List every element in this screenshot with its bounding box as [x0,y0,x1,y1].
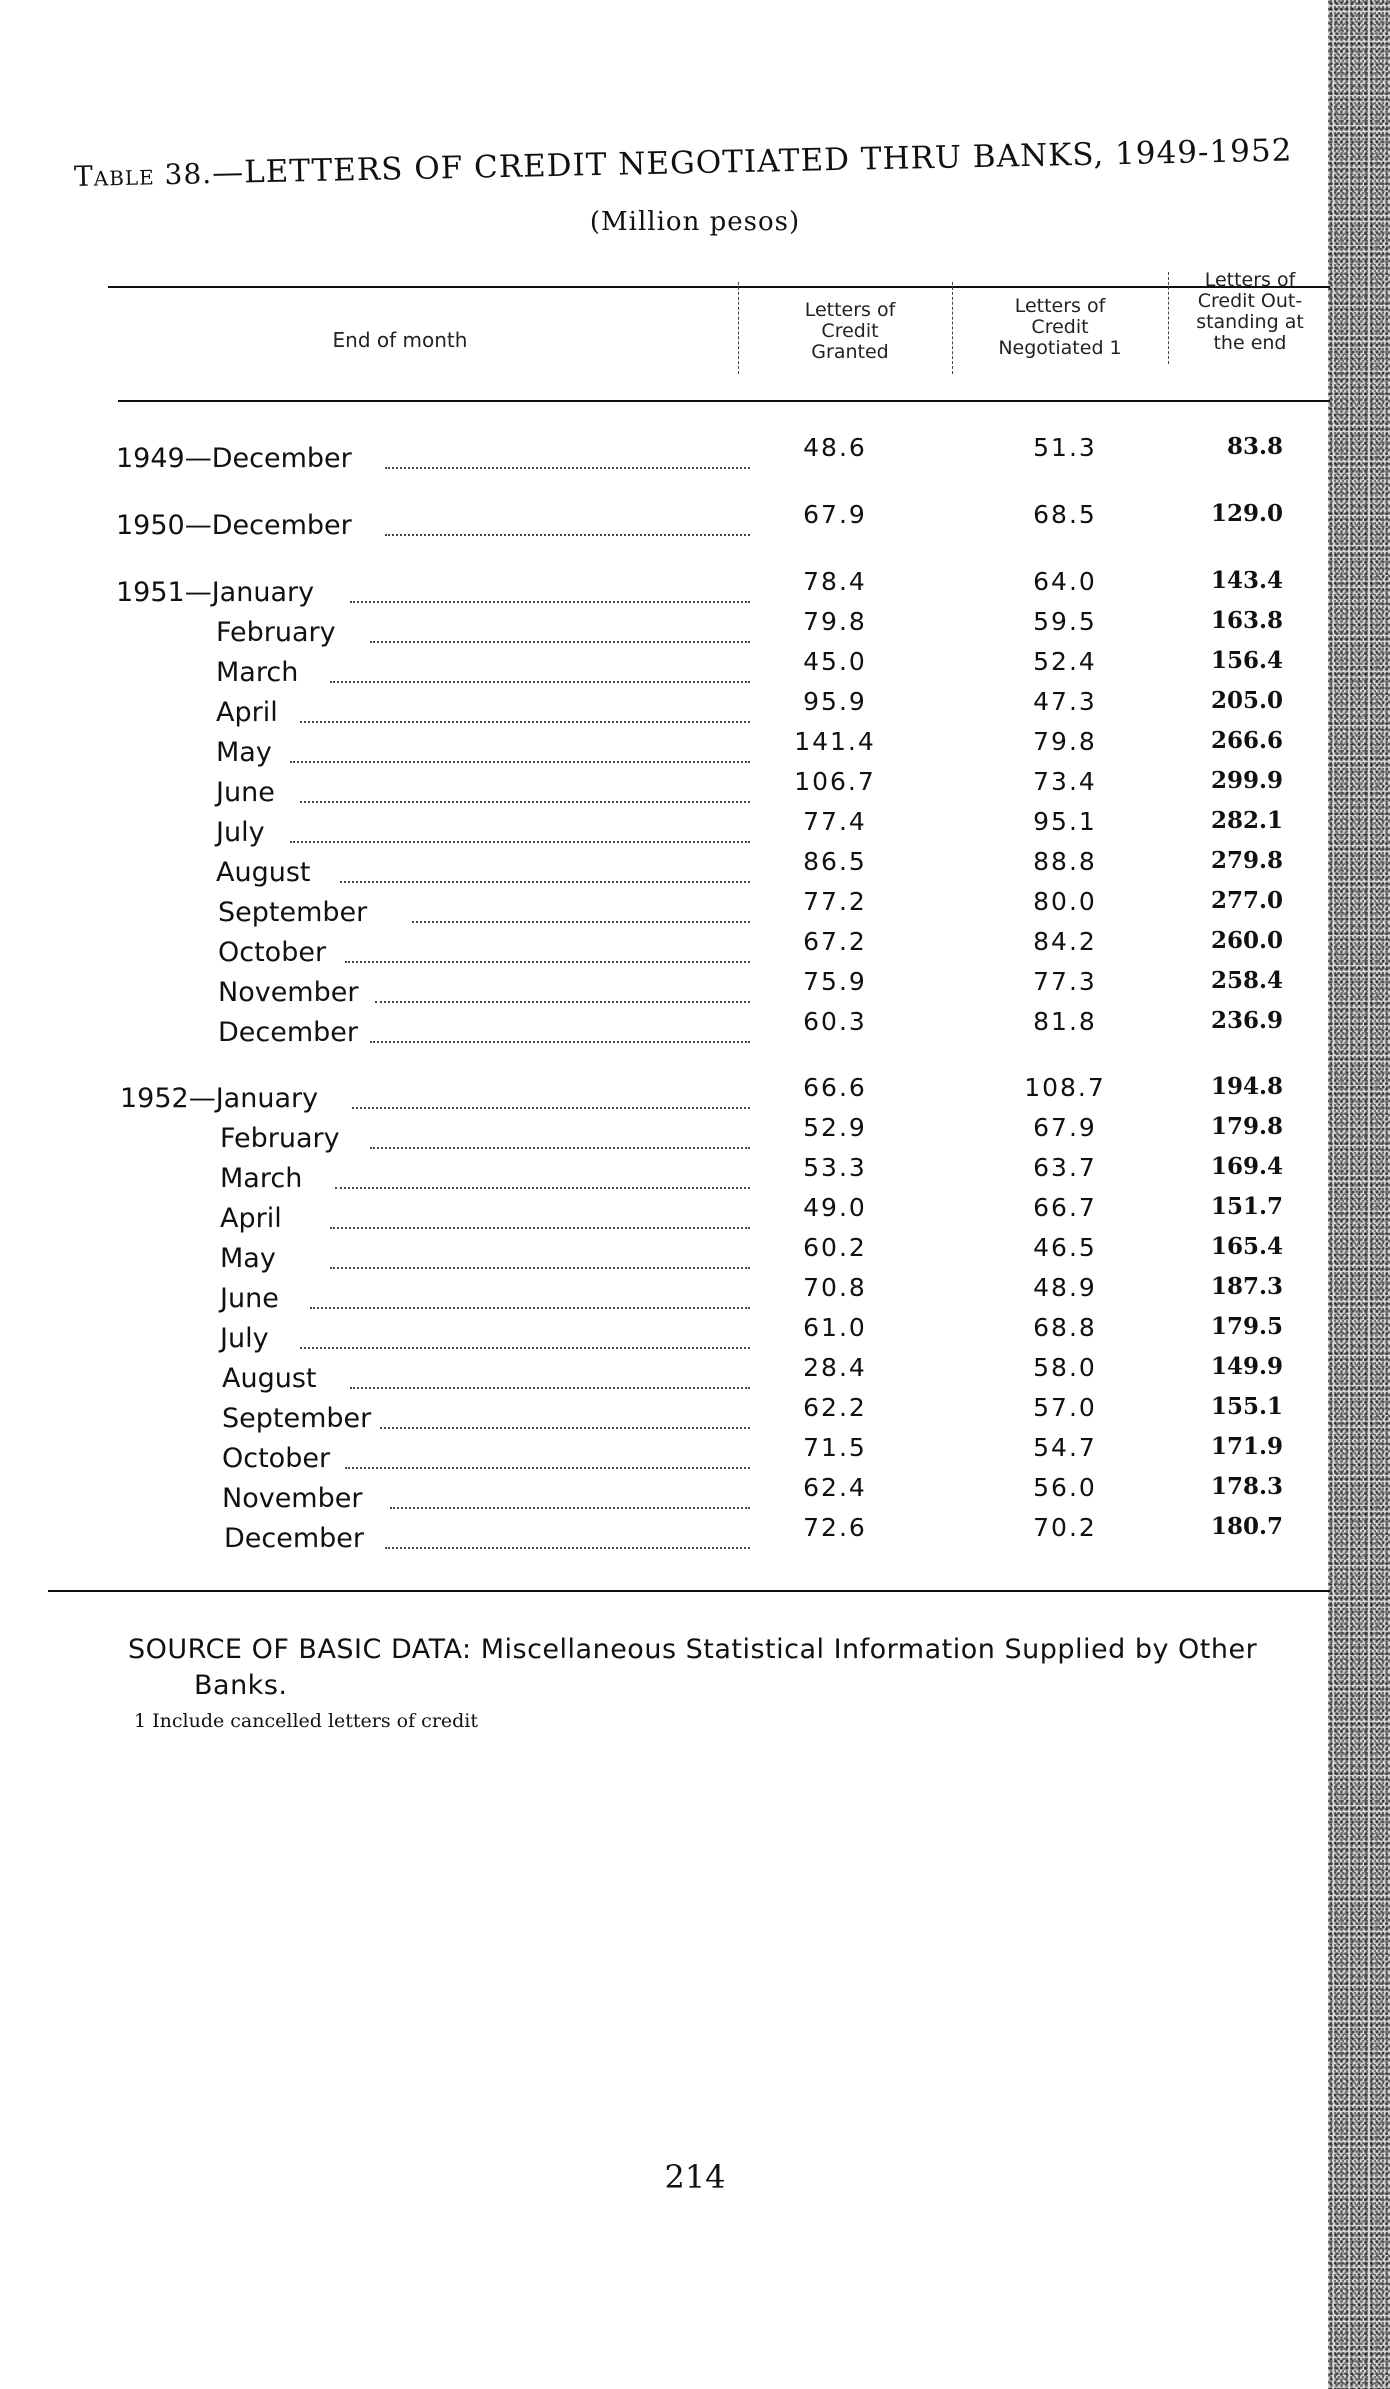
cell-negotiated: 108.7 [1024,1073,1106,1102]
cell-outstanding: 299.9 [1210,767,1283,794]
table-row [0,1193,1390,1235]
cell-outstanding: 260.0 [1210,927,1283,954]
cell-granted: 95.9 [803,687,867,716]
table-number: Table 38. [73,157,213,193]
column-header-month: End of month [332,328,468,352]
leader-dots [330,1237,750,1269]
table-row [0,607,1390,649]
leader-dots [350,571,750,603]
table-row [0,647,1390,689]
row-label: March [216,657,299,688]
cell-granted: 72.6 [803,1513,867,1542]
cell-granted: 28.4 [803,1353,867,1382]
cell-granted: 52.9 [803,1113,867,1142]
cell-negotiated: 59.5 [1033,607,1097,636]
table-row [0,1007,1390,1049]
leader-dots [385,437,750,469]
table-bottom-rule [48,1590,1330,1592]
cell-granted: 60.3 [803,1007,867,1036]
leader-dots [330,651,750,683]
cell-negotiated: 57.0 [1033,1393,1097,1422]
cell-granted: 86.5 [803,847,867,876]
cell-outstanding: 179.5 [1210,1313,1283,1340]
cell-negotiated: 84.2 [1033,927,1097,956]
cell-granted: 45.0 [803,647,867,676]
table-row [0,1073,1390,1115]
cell-outstanding: 169.4 [1210,1153,1283,1180]
cell-outstanding: 149.9 [1210,1353,1283,1380]
row-label: July [216,817,265,848]
row-label: February [220,1123,340,1154]
cell-outstanding: 129.0 [1210,500,1283,527]
cell-granted: 71.5 [803,1433,867,1462]
row-label: June [220,1283,279,1314]
row-label: March [220,1163,303,1194]
cell-outstanding: 277.0 [1210,887,1283,914]
cell-outstanding: 178.3 [1210,1473,1283,1500]
cell-granted: 70.8 [803,1273,867,1302]
leader-dots [300,771,750,803]
row-label: April [220,1203,282,1234]
cell-negotiated: 66.7 [1033,1193,1097,1222]
footnote: 1 Include cancelled letters of credit [134,1710,479,1732]
cell-outstanding: 258.4 [1210,967,1283,994]
cell-outstanding: 282.1 [1210,807,1283,834]
cell-granted: 61.0 [803,1313,867,1342]
table-row [0,500,1390,542]
header-top-rule [108,286,1330,288]
cell-granted: 62.2 [803,1393,867,1422]
cell-outstanding: 83.8 [1226,433,1283,460]
leader-dots [345,1437,750,1469]
table-row [0,433,1390,475]
cell-granted: 106.7 [794,767,876,796]
table-row [0,567,1390,609]
row-label: February [216,617,336,648]
cell-granted: 141.4 [794,727,876,756]
cell-negotiated: 51.3 [1033,433,1097,462]
source-line-2: Banks. [194,1670,288,1701]
cell-outstanding: 165.4 [1210,1233,1283,1260]
column-divider [738,282,739,374]
column-header-negotiated: Letters of Credit Negotiated 1 [998,295,1122,359]
cell-outstanding: 187.3 [1210,1273,1283,1300]
cell-negotiated: 95.1 [1033,807,1097,836]
cell-outstanding: 163.8 [1210,607,1283,634]
table-row [0,687,1390,729]
row-label: October [222,1443,331,1474]
cell-negotiated: 79.8 [1033,727,1097,756]
leader-dots [300,1317,750,1349]
table-row [0,1153,1390,1195]
cell-granted: 79.8 [803,607,867,636]
cell-outstanding: 236.9 [1210,1007,1283,1034]
table-title [74,132,1304,194]
row-label: June [216,777,275,808]
cell-granted: 53.3 [803,1153,867,1182]
cell-granted: 75.9 [803,967,867,996]
table-row [0,1313,1390,1355]
leader-dots [352,1077,750,1109]
cell-outstanding: 266.6 [1210,727,1283,754]
row-label: December [224,1523,365,1554]
row-label: September [222,1403,372,1434]
table-title-text: —LETTERS OF CREDIT NEGOTIATED THRU BANKS, 1949-1952 [211,132,1293,192]
table-row [0,967,1390,1009]
row-label: July [220,1323,269,1354]
cell-negotiated: 46.5 [1033,1233,1097,1262]
cell-negotiated: 77.3 [1033,967,1097,996]
row-label: 1951—January [116,577,315,608]
cell-negotiated: 70.2 [1033,1513,1097,1542]
leader-dots [310,1277,750,1309]
leader-dots [385,1517,750,1549]
cell-negotiated: 80.0 [1033,887,1097,916]
cell-outstanding: 179.8 [1210,1113,1283,1140]
row-label: December [218,1017,359,1048]
leader-dots [390,1477,750,1509]
cell-negotiated: 64.0 [1033,567,1097,596]
cell-negotiated: 88.8 [1033,847,1097,876]
table-row [0,1113,1390,1155]
cell-granted: 48.6 [803,433,867,462]
source-line-1: SOURCE OF BASIC DATA: Miscellaneous Statistical Information Supplied by Other [128,1634,1258,1665]
row-label: April [216,697,278,728]
cell-negotiated: 73.4 [1033,767,1097,796]
table-row [0,1233,1390,1275]
row-label: 1950—December [116,510,352,541]
table-row [0,887,1390,929]
cell-outstanding: 171.9 [1210,1433,1283,1460]
cell-negotiated: 81.8 [1033,1007,1097,1036]
cell-granted: 62.4 [803,1473,867,1502]
cell-negotiated: 68.8 [1033,1313,1097,1342]
row-label: August [216,857,311,888]
cell-outstanding: 151.7 [1210,1193,1283,1220]
cell-granted: 77.4 [803,807,867,836]
leader-dots [345,931,750,963]
leader-dots [290,811,750,843]
cell-outstanding: 194.8 [1210,1073,1283,1100]
leader-dots [340,851,750,883]
cell-outstanding: 279.8 [1210,847,1283,874]
leader-dots [380,1397,750,1429]
row-label: May [216,737,272,768]
table-row [0,927,1390,969]
leader-dots [300,691,750,723]
cell-outstanding: 156.4 [1210,647,1283,674]
cell-negotiated: 67.9 [1033,1113,1097,1142]
column-divider [952,282,953,374]
leader-dots [370,611,750,643]
header-bottom-rule [118,400,1330,402]
cell-negotiated: 52.4 [1033,647,1097,676]
column-header-outstanding: Letters of Credit Out- standing at the end [1196,269,1304,354]
cell-outstanding: 180.7 [1210,1513,1283,1540]
row-label: November [222,1483,363,1514]
column-divider [1168,272,1169,364]
cell-granted: 77.2 [803,887,867,916]
leader-dots [350,1357,750,1389]
leader-dots [375,971,750,1003]
cell-granted: 66.6 [803,1073,867,1102]
page-number: 214 [664,2158,726,2196]
table-row [0,1393,1390,1435]
cell-granted: 49.0 [803,1193,867,1222]
leader-dots [335,1157,750,1189]
row-label: 1949—December [116,443,352,474]
cell-negotiated: 68.5 [1033,500,1097,529]
table-row [0,807,1390,849]
table-row [0,1433,1390,1475]
leader-dots [412,891,750,923]
cell-granted: 60.2 [803,1233,867,1262]
row-label: September [218,897,368,928]
cell-negotiated: 54.7 [1033,1433,1097,1462]
cell-negotiated: 48.9 [1033,1273,1097,1302]
cell-outstanding: 205.0 [1210,687,1283,714]
cell-negotiated: 56.0 [1033,1473,1097,1502]
row-label: August [222,1363,317,1394]
cell-granted: 67.2 [803,927,867,956]
row-label: 1952—January [120,1083,319,1114]
table-row [0,1353,1390,1395]
cell-granted: 67.9 [803,500,867,529]
table-row [0,727,1390,769]
table-row [0,1273,1390,1315]
table-row [0,847,1390,889]
cell-negotiated: 58.0 [1033,1353,1097,1382]
column-header-granted: Letters of Credit Granted [804,299,896,363]
leader-dots [385,504,750,536]
leader-dots [370,1117,750,1149]
table-subtitle: (Million pesos) [589,207,801,237]
leader-dots [330,1197,750,1229]
table-row [0,1473,1390,1515]
table-row [0,767,1390,809]
cell-outstanding: 155.1 [1210,1393,1283,1420]
source-note [128,1632,1328,1704]
cell-negotiated: 47.3 [1033,687,1097,716]
leader-dots [290,731,750,763]
row-label: November [218,977,359,1008]
table-row [0,1513,1390,1555]
row-label: May [220,1243,276,1274]
cell-granted: 78.4 [803,567,867,596]
leader-dots [370,1011,750,1043]
cell-negotiated: 63.7 [1033,1153,1097,1182]
cell-outstanding: 143.4 [1210,567,1283,594]
row-label: October [218,937,327,968]
